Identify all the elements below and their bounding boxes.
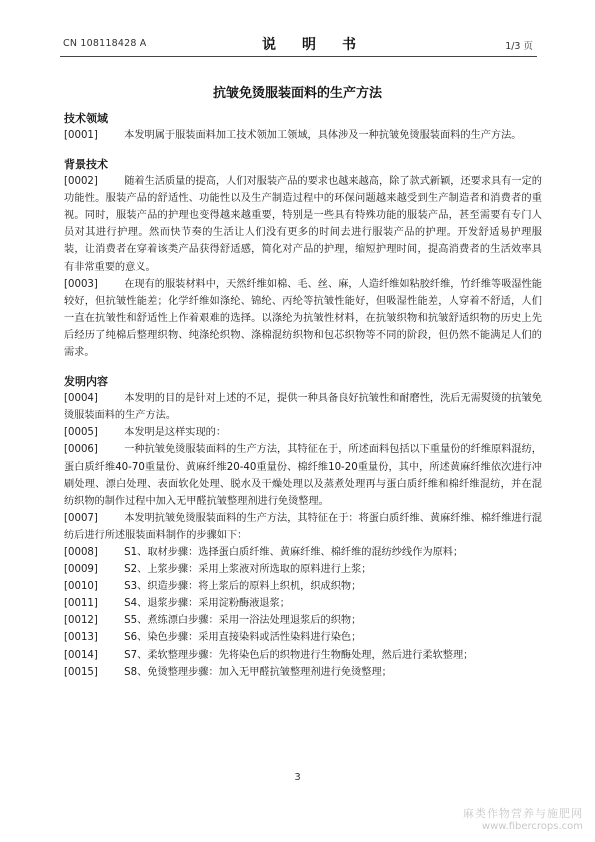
paragraph-number: [0014] <box>64 649 98 661</box>
page-number: 3 <box>294 772 301 783</box>
paragraph-number: [0002] <box>64 176 98 188</box>
paragraph <box>64 276 542 361</box>
paragraph-text: S1、取材步骤：选择蛋白质纤维、黄麻纤维、棉纤维的混纺纱线作为原料； <box>114 546 464 558</box>
paragraph-text: 本发明是这样实现的： <box>114 427 227 439</box>
document-body <box>64 110 542 681</box>
section-heading: 技术领域 <box>64 112 108 125</box>
paragraph <box>64 647 542 664</box>
page-header <box>0 0 595 58</box>
paragraph-text: S4、退浆步骤：采用淀粉酶液退浆； <box>114 598 290 610</box>
paragraph-text: S3、织造步骤：将上浆后的原料上织机，织成织物； <box>114 581 362 593</box>
section-heading: 发明内容 <box>64 375 108 389</box>
paragraph-number: [0003] <box>64 278 98 290</box>
paragraph-number: [0013] <box>64 632 98 644</box>
paragraph-number: [0007] <box>64 512 98 524</box>
paragraph-number: [0015] <box>64 666 98 678</box>
paragraph-number: [0010] <box>64 581 98 593</box>
page-indicator: 1/3 页 <box>505 41 533 52</box>
paragraph-text: 随着生活质量的提高，人们对服装产品的要求也越来越高，除了款式新颖，还要求具有一定的功能性。服装产品的舒适性、功能性以及生产制造过程中的环保问题越来越受到生产制造者和消费者的重视。同时，服装产品的护理也变得越来越重要，特别是一些具有特殊功能的服装产品，甚至需要有专门人员对其进行护理。然而快节奏的生活让人们没有更多的时间去进行服装产品的护理。开发舒适易护理服装，让消费者在穿着该类产品获得舒适感，简化对产品的护理，缩短护理时间，提高消费者的生活效率具有非常重要的意义。 <box>64 176 542 273</box>
paragraph <box>64 578 542 595</box>
paragraph <box>64 664 542 681</box>
paragraph <box>64 595 542 612</box>
paragraph-text: S2、上浆步骤：采用上浆液对所选取的原料进行上浆； <box>114 564 372 576</box>
paragraph-number: [0006] <box>64 444 98 456</box>
paragraph <box>64 544 542 561</box>
paragraph-number: [0011] <box>64 598 98 610</box>
paragraph <box>64 629 542 646</box>
paragraph <box>64 561 542 578</box>
paragraph-text: 本发明的目的是针对上述的不足，提供一种具备良好抗皱性和耐磨性，洗后无需熨烫的抗皱免烫服装面料的生产方法。 <box>64 393 542 422</box>
paragraph-number: [0009] <box>64 564 98 576</box>
paragraph-text: 在现有的服装材料中，天然纤维如棉、毛、丝、麻，人造纤维如粘胶纤维，竹纤维等吸湿性能较好，但抗皱性能差；化学纤维如涤纶、锦纶、丙纶等抗皱性能好，但吸湿性能差，人穿着不舒适，人们一直在抗皱性和舒适性上作着艰难的选择。以涤纶为抗皱性材料，在抗皱织物和抗皱舒适织物的历史上先后经历了纯棉后整理织物、纯涤纶织物、涤棉混纺织物和包芯织物等不同的阶段，但仍然不能满足人们的需求。 <box>64 278 542 359</box>
section-heading: 背景技术 <box>64 158 108 172</box>
watermark <box>423 805 583 832</box>
paragraph <box>64 173 542 276</box>
paragraph-number: [0005] <box>64 427 98 439</box>
paragraph-number: [0004] <box>64 393 98 405</box>
section-technical-field <box>64 110 542 144</box>
section-title: 说 明 书 <box>262 37 362 53</box>
paragraph <box>64 390 542 424</box>
paragraph <box>64 510 542 544</box>
section-background <box>64 156 542 361</box>
paragraph-number: [0001] <box>64 130 98 141</box>
paragraph-text: S6、染色步骤：采用直接染料或活性染料进行染色； <box>114 632 362 644</box>
paragraph-number: [0012] <box>64 615 98 627</box>
paragraph-text: S8、免烫整理步骤：加入无甲醛抗皱整理剂进行免烫整理； <box>114 666 392 678</box>
paragraph-text: 本发明抗皱免烫服装面料的生产方法，其特征在于：将蛋白质纤维、黄麻纤维、棉纤维进行混纺后进行所述服装面料制作的步骤如下： <box>64 512 542 541</box>
paragraph-text: S5、煮练漂白步骤：采用一浴法处理退浆后的织物； <box>114 615 362 627</box>
paragraph-text: 一种抗皱免烫服装面料的生产方法，其特征在于，所述面料包括以下重量份的纤维原料混纺，蛋白质纤维40-70重量份、黄麻纤维20-40重量份、棉纤维10-20重量份，其中，所述黄麻纤维依次进行冲刷处理、漂白处理、表面软化处理、脱水及干燥处理以及蒸煮处理再与蛋白质纤维和棉纤维混纺，并在混纺织物的制作过程中加入无甲醛抗皱整理剂进行免烫整理。 <box>64 444 542 507</box>
paragraph-text: 本发明属于服装面料加工技术领加工领域，具体涉及一种抗皱免烫服装面料的生产方法。 <box>114 130 522 141</box>
header-divider <box>60 56 537 57</box>
paragraph <box>64 424 542 441</box>
paragraph <box>64 127 542 144</box>
paragraph <box>64 441 542 509</box>
paragraph-number: [0008] <box>64 546 98 558</box>
paragraph-text: S7、柔软整理步骤：先将染色后的织物进行生物酶处理，然后进行柔软整理； <box>114 649 474 661</box>
watermark-url: www.fibercrops.com <box>481 821 583 832</box>
watermark-site-name: 麻类作物营养与施肥网 <box>463 807 583 820</box>
paragraph <box>64 612 542 629</box>
section-invention-content <box>64 373 542 681</box>
document-title: 抗皱免烫服装面料的生产方法 <box>212 86 382 101</box>
publication-number: CN 108118428 A <box>63 38 147 49</box>
